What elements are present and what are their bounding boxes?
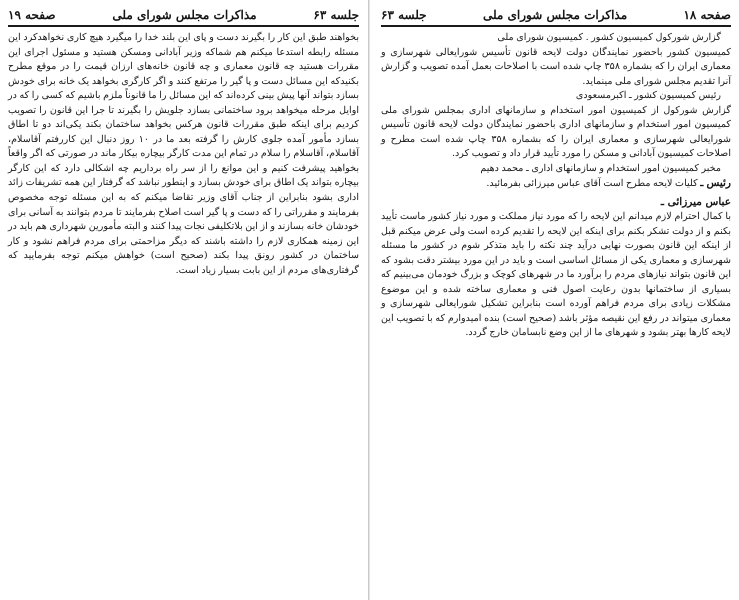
report-paragraph: کمیسیون کشور باحضور نمایندگان دولت لایحه قانون تأسیس شورایعالی شهرسازی و معماری ایران را که بشماره ۳۵۸ چاپ شده است با اصلاحات بعمل آمده تصویب و گزارش آنرا تقدیم مجلس شورای ملی مینماید. — [381, 46, 731, 87]
speaker-name: رئیس ـ — [700, 177, 731, 190]
speech-paragraph: با کمال احترام لازم میدانم این لایحه را که مورد نیاز مملکت و مورد نیاز کشور ماست تأیید بکنم و از دولت تشکر بکنم برای اینکه این لایحه را تقدیم کرده است ولی عرض میکنم قبل از اینکه این قانون بصورت نهایی درآید چند نکته را باید متذکر شوم در کشور ما مسئله شهرسازی و معماری یکی از مسائل اساسی است و باید در این مورد بیشتر دقت بشود که این قانون بتواند نیازهای مردم را برآورد ما در شهرهای کوچک و بزرگ خودمان می‌بینیم که بسیاری از ساختمانها بدون رعایت اصول فنی و معماری ساخته شده و این موضوع مشکلات زیادی برای مردم فراهم آورده است بنابراین تشکیل شورایعالی شهرسازی و معماری میتواند در رفع این نقیصه مؤثر باشد (صحیح است) بنده امیدوارم که با تصویب این لایحه کارها بهتر بشود و شهرهای ما از این وضع نابسامان خارج گردد. — [381, 211, 731, 339]
right-page-number: صفحه ۱۸ — [683, 8, 731, 22]
right-journal-title: مذاکرات مجلس شورای ملی — [482, 8, 628, 22]
report-paragraph: گزارش شورکول از کمیسیون امور استخدام و سازمانهای اداری بمجلس شورای ملی کمیسیون امور استخدام و سازمانهای اداری باحضور نمایندگان دولت لایحه قانون تأسیس شورایعالی شهرسازی و معماری ایران را که بشماره ۳۵۸ چاپ شده است مطرح و اصلاحات کمیسیون آبادانی و مسکن را مورد تأیید قرار داد و تصویب کرد. — [381, 104, 731, 160]
right-header-rule — [381, 25, 731, 27]
left-page — [0, 0, 369, 600]
right-running-head — [381, 6, 731, 24]
speaker-name: عباس میرزائی ـ — [660, 196, 731, 209]
left-page-number: صفحه ۱۹ — [8, 8, 56, 22]
speaker-text: کلیات لایحه مطرح است آقای عباس میرزائی بفرمائید. — [486, 178, 698, 190]
right-page — [369, 0, 739, 600]
left-header-rule — [8, 25, 359, 27]
left-running-head — [8, 6, 359, 24]
left-journal-title: مذاکرات مجلس شورای ملی — [112, 8, 257, 22]
right-session-label: جلسه ۶۳ — [381, 8, 427, 22]
left-body — [8, 31, 359, 278]
report-signatory: رئیس کمیسیون کشور ـ اکبرمسعودی — [575, 90, 721, 102]
left-paragraph: بخواهند طبق این کار را بگیرند دست و پای این بلند خدا را میگیرد هیچ کاری نخواهدکرد این مسئله رابطه استدعا میکنم هم شماکه وزیر آبادانی ومسکن هستید و مسئول اجرای این مقررات هستید چه قانون معماری و چه قانون خانه‌های ارزان قیمت را در موقع مطرح بکنیدکه این مسائل دست و پا گیر را مرتفع کنند و اگر کارگری بخواهد یک خانه برای خودش بسازد بتواند آنها پیش بینی کرده‌اند که این مسائل را ما قانوناً ملزم باشیم که کسی را که در اوایل مرحله میخواهد برود ساختمانی بسازد جلویش را بگیرند تا جرا این قانون را تصویب کردیم برای اینکه طبق مقررات قانون هرکس بخواهد ساختمان بکند یکی‌اند دو تا اطاق بسازد مأمور آمده جلوی کارش را گرفته بعد ما در ۱۰ روز دنبال این کاررفتم آقاسلام، آقاسلام، آقاسلام را سلام در تمام این مدت کارگر بیچاره بیکار ماند در صورتی که اگر واقعاً بخواهید پیشرفت کنیم و این موانع را از سر راه برداریم چه اشکالی دارد که این کارگر بیچاره بتواند یک اطاق برای خودش بسازد و اینطور نباشد که گرفتار این همه تشریفات زائد اداری بشود بنابراین از جناب آقای وزیر تقاضا میکنم که به این مسئله توجه مخصوص بفرمایند و مقرراتی را که دست و پا گیر است اصلاح بفرمایند تا مردم بتوانند به آسانی برای خودشان خانه بسازند و از این بلاتکلیفی نجات پیدا کنند و البته مأمورین شهرداری هم باید در این زمینه همکاری لازم را داشته باشند که دیگر مزاحمتی برای مردم فراهم نشود و کار ساختمان در کشور رونق پیدا بکند (صحیح است) خواهش میکنم توجه بفرمایید که گرفتاری‌های مردم از این بابت بسیار زیاد است. — [8, 32, 359, 276]
report-signatory: مخبر کمیسیون امور استخدام و سازمانهای اداری ـ محمد دهیم — [480, 162, 721, 174]
report-heading: گزارش شورکول کمیسیون کشور . کمیسیون شورای ملی — [497, 32, 721, 43]
left-session-label: جلسه ۶۳ — [313, 8, 359, 22]
speaker-line — [381, 176, 731, 192]
right-body — [381, 31, 731, 341]
